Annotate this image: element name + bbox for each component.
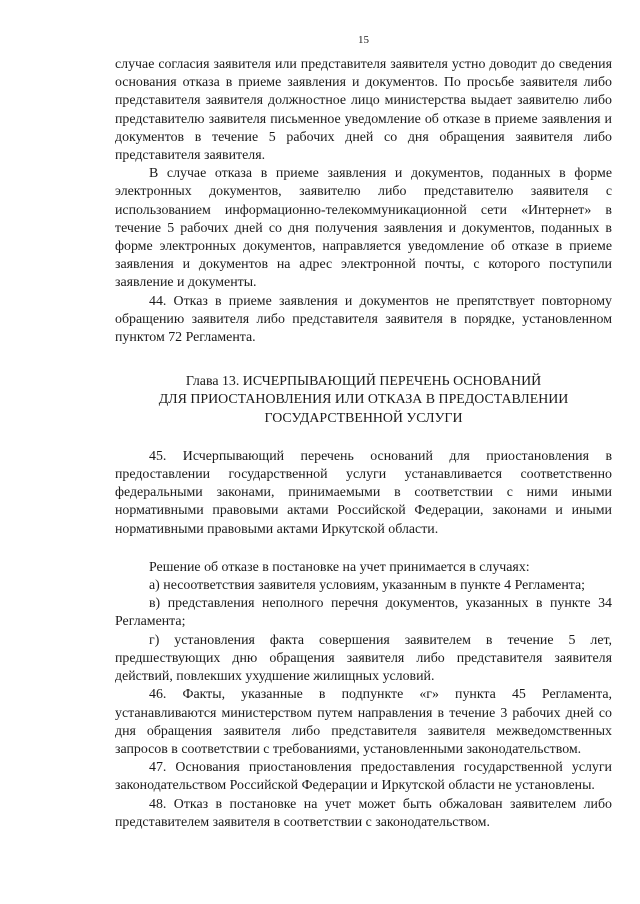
page-number: 15 bbox=[358, 34, 369, 46]
list-item: г) установления факта совершения заявителем в течение 5 лет, предшествующих дню обращения заявителя либо представителя заявителя действий, повлекших ухудшение жилищных условий. bbox=[115, 632, 612, 685]
paragraph: Решение об отказе в постановке на учет принимается в случаях: bbox=[149, 559, 530, 575]
paragraph: 48. Отказ в постановке на учет может быть обжалован заявителем либо представителем заявителя в соответствии с законодательством. bbox=[115, 796, 612, 830]
chapter-heading-line: Глава 13. ИСЧЕРПЫВАЮЩИЙ ПЕРЕЧЕНЬ ОСНОВАНИЙ bbox=[185, 374, 542, 390]
chapter-heading-line: ДЛЯ ПРИОСТАНОВЛЕНИЯ ИЛИ ОТКАЗА В ПРЕДОСТАВЛЕНИИ bbox=[158, 392, 569, 408]
paragraph: случае согласия заявителя или представителя заявителя устно доводит до сведения основания отказа в приеме заявления и документов. По просьбе заявителя либо представителя заявителя должностное лицо министерства выдает заявителю либо представителю заявителя письменное уведомление об отказе в приеме заявления и документов в течение 5 рабочих дней со дня обращения заявителя либо представителя заявителя. bbox=[115, 57, 612, 164]
paragraph: 47. Основания приостановления предоставления государственной услуги законодательством Российской Федерации и Иркутской области не установлены. bbox=[115, 760, 612, 794]
paragraph: В случае отказа в приеме заявления и документов, поданных в форме электронных документов, заявителю либо представителю заявителя с использованием информационно-телекоммуникационной сети «Интернет» в течение 5 рабочих дней со дня получения заявления и документов, поданных в форме электронных документов, направляется уведомление об отказе в приеме заявления и документов на адрес электронной почты, с которого поступили заявление и документы. bbox=[115, 166, 612, 291]
list-item: а) несоответствия заявителя условиям, указанным в пункте 4 Регламента; bbox=[149, 578, 586, 594]
paragraph: 46. Факты, указанные в подпункте «г» пункта 45 Регламента, устанавливаются министерством путем направления в течение 3 рабочих дней со дня обращения заявителя либо представителя заявителя межведомственных запросов в соответствии с требованиями, установленными законодательством. bbox=[115, 687, 612, 757]
list-item: в) представления неполного перечня документов, указанных в пункте 34 Регламента; bbox=[115, 596, 612, 630]
chapter-heading-line: ГОСУДАРСТВЕННОЙ УСЛУГИ bbox=[264, 410, 463, 426]
chapter-heading bbox=[115, 373, 612, 428]
paragraph: 45. Исчерпывающий перечень оснований для приостановления в предоставлении государственной услуги устанавливается соответственно федеральными законами, принимаемыми в соответствии с ними иными нормативными правовыми актами Российской Федерации, законами и иными нормативными правовыми актами Иркутской области. bbox=[115, 448, 612, 537]
paragraph: 44. Отказ в приеме заявления и документов не препятствует повторному обращению заявителя либо представителя заявителя в порядке, установленном пунктом 72 Регламента. bbox=[115, 293, 612, 346]
